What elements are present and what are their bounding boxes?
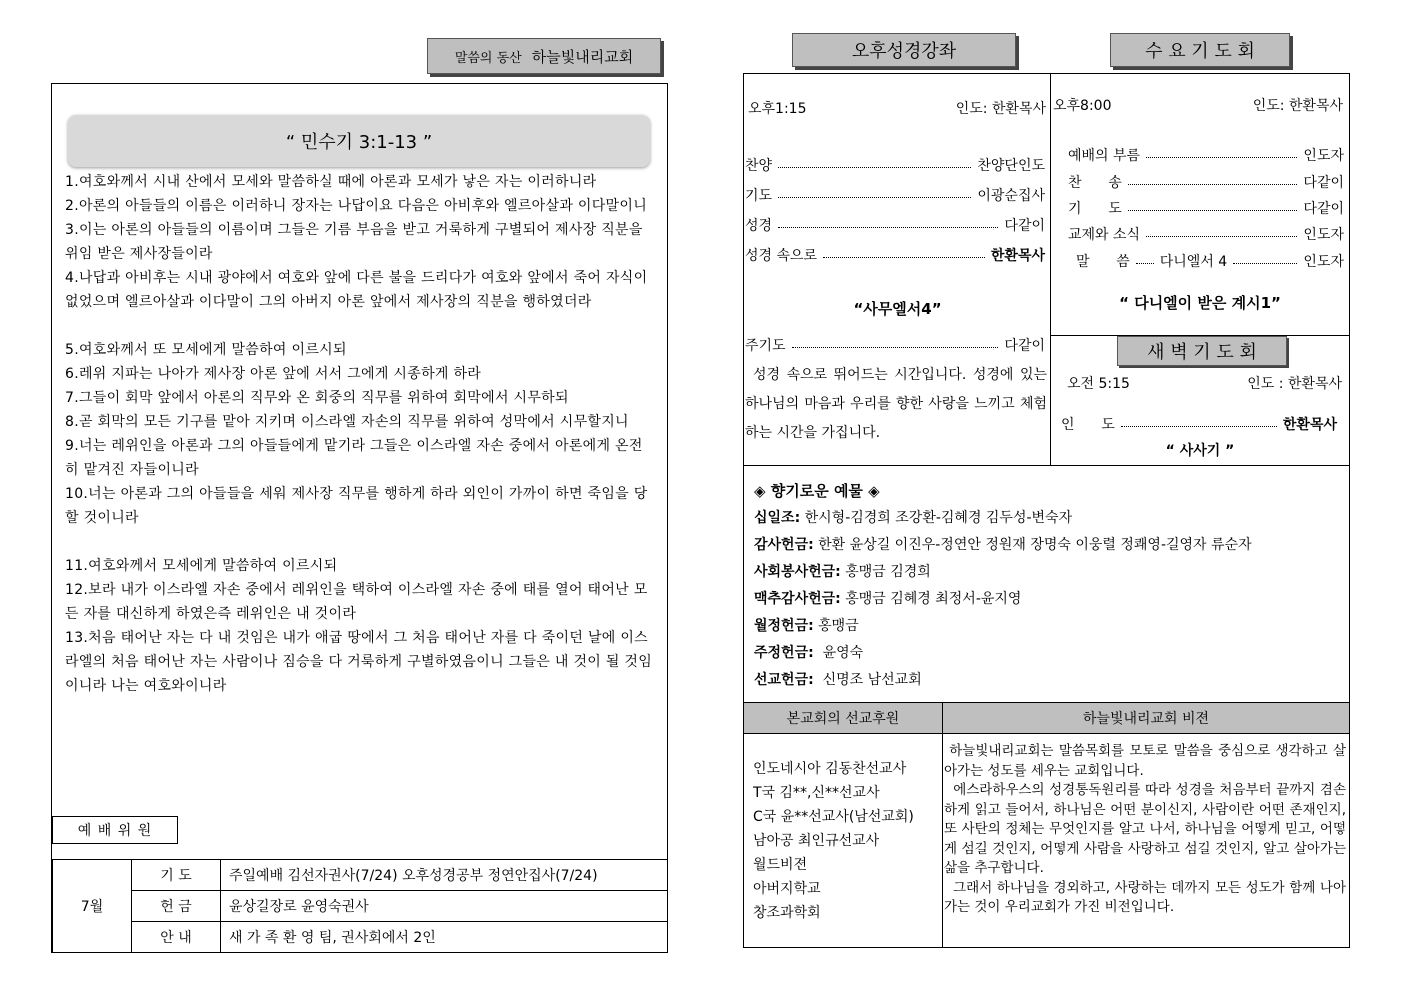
dawn-leader: 인도 : 한환목사 xyxy=(1247,376,1342,392)
afternoon-item: 기도 이광순집사 xyxy=(745,188,1045,204)
committee-label: 예 배 위 원 xyxy=(52,816,178,844)
header-prefix: 말씀의 동산 xyxy=(454,50,522,66)
offering-line: 선교헌금: 신명조 남선교회 xyxy=(754,672,922,688)
committee-month: 7월 xyxy=(53,860,132,953)
verse: 7.그들이 회막 앞에서 아론의 직무와 온 회중의 직무를 위하여 회막에서 시무하되 xyxy=(65,390,569,406)
offering-list xyxy=(754,505,1344,694)
afternoon-book: “사무엘서4” xyxy=(853,300,942,318)
vision-paragraph: 그래서 하나님을 경외하고, 사랑하는 데까지 모든 성도가 함께 나아가는 것이 우리교회가 가진 비전입니다. xyxy=(944,879,1346,915)
dawn-time: 오전 5:15 xyxy=(1067,376,1130,392)
afternoon-info xyxy=(748,98,1046,118)
verse: 13.처음 태어난 자는 다 내 것임은 내가 애굽 땅에서 그 처음 태어난 자를 다 죽이던 날에 이스라엘의 처음 태어난 자는 사람이나 짐승을 다 거룩하게 구별하였음이니 그들은 내 것이 될 것임이니라 나는 여호와이니라 xyxy=(65,630,653,694)
committee-value: 윤상길장로 윤영숙권사 xyxy=(221,891,668,922)
scripture-title xyxy=(68,115,650,167)
mission-item: 월드비젼 xyxy=(753,857,808,873)
wednesday-sermon: 말 씀 다니엘서 4 인도자 xyxy=(1076,254,1344,270)
dawn-item: 인 도 한환목사 xyxy=(1061,417,1337,433)
dawn-info xyxy=(1067,373,1342,393)
divider xyxy=(942,734,943,948)
offering-title: ◈ 향기로운 예물 ◈ xyxy=(754,482,880,500)
afternoon-item: 찬양 찬양단인도 xyxy=(745,158,1045,174)
divider xyxy=(1050,73,1051,466)
verse: 5.여호와께서 또 모세에게 말씀하여 이르시되 xyxy=(65,342,347,358)
scripture-title-text: “ 민수기 3:1-13 ” xyxy=(285,132,433,153)
offering-line: 월정헌금: 홍맹금 xyxy=(754,618,859,634)
verse: 10.너는 아론과 그의 아들들을 세워 제사장 직무를 행하게 하라 외인이 가까이 하면 죽임을 당할 것이니라 xyxy=(65,486,648,526)
wednesday-item: 예배의 부름 인도자 xyxy=(1068,148,1344,164)
wednesday-title: 수 요 기 도 회 xyxy=(1110,33,1290,67)
verse: 3.이는 아론의 아들들의 이름이며 그들은 기름 부음을 받고 거룩하게 구별되어 제사장 직분을 위임 받은 제사장들이라 xyxy=(65,222,643,262)
mission-item: T국 김**,신**선교사 xyxy=(753,785,880,801)
afternoon-closing: 주기도 다같이 xyxy=(745,338,1045,354)
verse: 4.나답과 아비후는 시내 광야에서 여호와 앞에 다른 불을 드리다가 여호와 앞에서 죽어 자식이 없었으며 엘르아살과 이다말이 그의 아버지 아론 앞에서 제사장의 직분을 행하였더라 xyxy=(65,270,648,310)
wednesday-item: 교제와 소식 인도자 xyxy=(1068,227,1344,243)
verse: 12.보라 내가 이스라엘 자손 중에서 레위인을 택하여 이스라엘 자손 중에 태를 열어 태어난 모든 자를 대신하게 하였은즉 레위인은 내 것이라 xyxy=(65,582,648,622)
offering-line: 십일조: 한시형-김경희 조강환-김혜경 김두성-변숙자 xyxy=(754,510,1073,526)
dawn-book: “ 사사기 ” xyxy=(1165,443,1235,459)
wednesday-item: 찬 송 다같이 xyxy=(1068,175,1344,191)
offering-line: 주정헌금: 윤영숙 xyxy=(754,645,864,661)
dawn-title: 새 벽 기 도 회 xyxy=(1117,336,1287,366)
committee-table xyxy=(52,859,668,953)
offering-line: 맥추감사헌금: 홍맹금 김혜경 최정서-윤지영 xyxy=(754,591,1022,607)
offering-line: 감사헌금: 한환 윤상길 이진우-정연안 정원재 장명숙 이웅렬 정쾌영-길영자 류순자 xyxy=(754,537,1252,553)
wednesday-item: 기 도 다같이 xyxy=(1068,201,1344,217)
divider xyxy=(743,465,1350,466)
mission-item: 남아공 최인규선교사 xyxy=(753,833,880,849)
afternoon-time: 오후1:15 xyxy=(748,101,807,117)
mission-item: 인도네시아 김동찬선교사 xyxy=(753,761,907,777)
mission-header: 본교회의 선교후원 xyxy=(743,702,943,734)
verse: 11.여호와께서 모세에게 말씀하여 이르시되 xyxy=(65,558,338,574)
committee-value: 새 가 족 환 영 팀, 권사회에서 2인 xyxy=(221,922,668,953)
wednesday-leader: 인도: 한환목사 xyxy=(1252,98,1343,114)
afternoon-leader: 인도: 한환목사 xyxy=(955,101,1046,117)
committee-role: 안 내 xyxy=(132,922,221,953)
verse: 6.레위 지파는 나아가 제사장 아론 앞에 서서 그에게 시종하게 하라 xyxy=(65,366,482,382)
verse-gap xyxy=(65,314,653,338)
scripture-verses xyxy=(65,170,653,698)
committee-role: 기 도 xyxy=(132,860,221,891)
mission-item: C국 윤**선교사(남선교회) xyxy=(753,809,914,825)
offering-line: 사회봉사헌금: 홍맹금 김경희 xyxy=(754,564,931,580)
committee-value: 주일예배 김선자권사(7/24) 오후성경공부 정연안집사(7/24) xyxy=(221,860,668,891)
header-church: 하늘빛내리교회 xyxy=(531,47,634,66)
afternoon-description: 성경 속으로 뛰어드는 시간입니다. 성경에 있는 하나님의 마음과 우리를 향한 사랑을 느끼고 체험하는 시간을 가집니다. xyxy=(745,367,1047,441)
vision-paragraph: 하늘빛내리교회는 말씀목회를 모토로 말씀을 중심으로 생각하고 살아가는 성도를 세우는 교회입니다. xyxy=(944,743,1346,779)
wednesday-theme: “ 다니엘이 받은 계시1” xyxy=(1119,294,1281,312)
vision-text xyxy=(944,742,1351,918)
afternoon-item: 성경 다같이 xyxy=(745,218,1045,234)
verse: 9.너는 레위인을 아론과 그의 아들들에게 맡기라 그들은 이스라엘 자손 중에서 아론에게 온전히 맡겨진 자들이니라 xyxy=(65,438,643,478)
wednesday-time: 오후8:00 xyxy=(1053,98,1112,114)
afternoon-title: 오후성경강좌 xyxy=(792,33,1016,67)
mission-list xyxy=(753,757,941,925)
vision-paragraph: 에스라하우스의 성경통독원리를 따라 성경을 처음부터 끝까지 겸손하게 읽고 들어서, 하나님은 어떤 분이신지, 사람이란 어떤 존재인지, 또 사탄의 정체는 무엇인지를 알고 나서, 하나님을 어떻게 믿고, 어떻게 섬길 것인지, 어떻게 사람을 사랑하고 섬길 것인지, 알고 살아가는 삶을 추구합니다. xyxy=(944,782,1351,876)
verse-gap xyxy=(65,530,653,554)
committee-role: 헌 금 xyxy=(132,891,221,922)
wednesday-info xyxy=(1053,95,1343,115)
mission-item: 아버지학교 xyxy=(753,881,821,897)
mission-item: 창조과학회 xyxy=(753,905,821,921)
verse: 2.아론의 아들들의 이름은 이러하니 장자는 나답이요 다음은 아비후와 엘르아살과 이다말이니 xyxy=(65,198,648,214)
afternoon-item: 성경 속으로 한환목사 xyxy=(745,248,1045,264)
verse: 8.곧 회막의 모든 기구를 맡아 지키며 이스라엘 자손의 직무를 위하여 성막에서 시무할지니 xyxy=(65,414,629,430)
church-header xyxy=(427,38,661,74)
vision-header: 하늘빛내리교회 비젼 xyxy=(942,702,1350,734)
verse: 1.여호와께서 시내 산에서 모세와 말씀하실 때에 아론과 모세가 낳은 자는 이러하니라 xyxy=(65,174,597,190)
